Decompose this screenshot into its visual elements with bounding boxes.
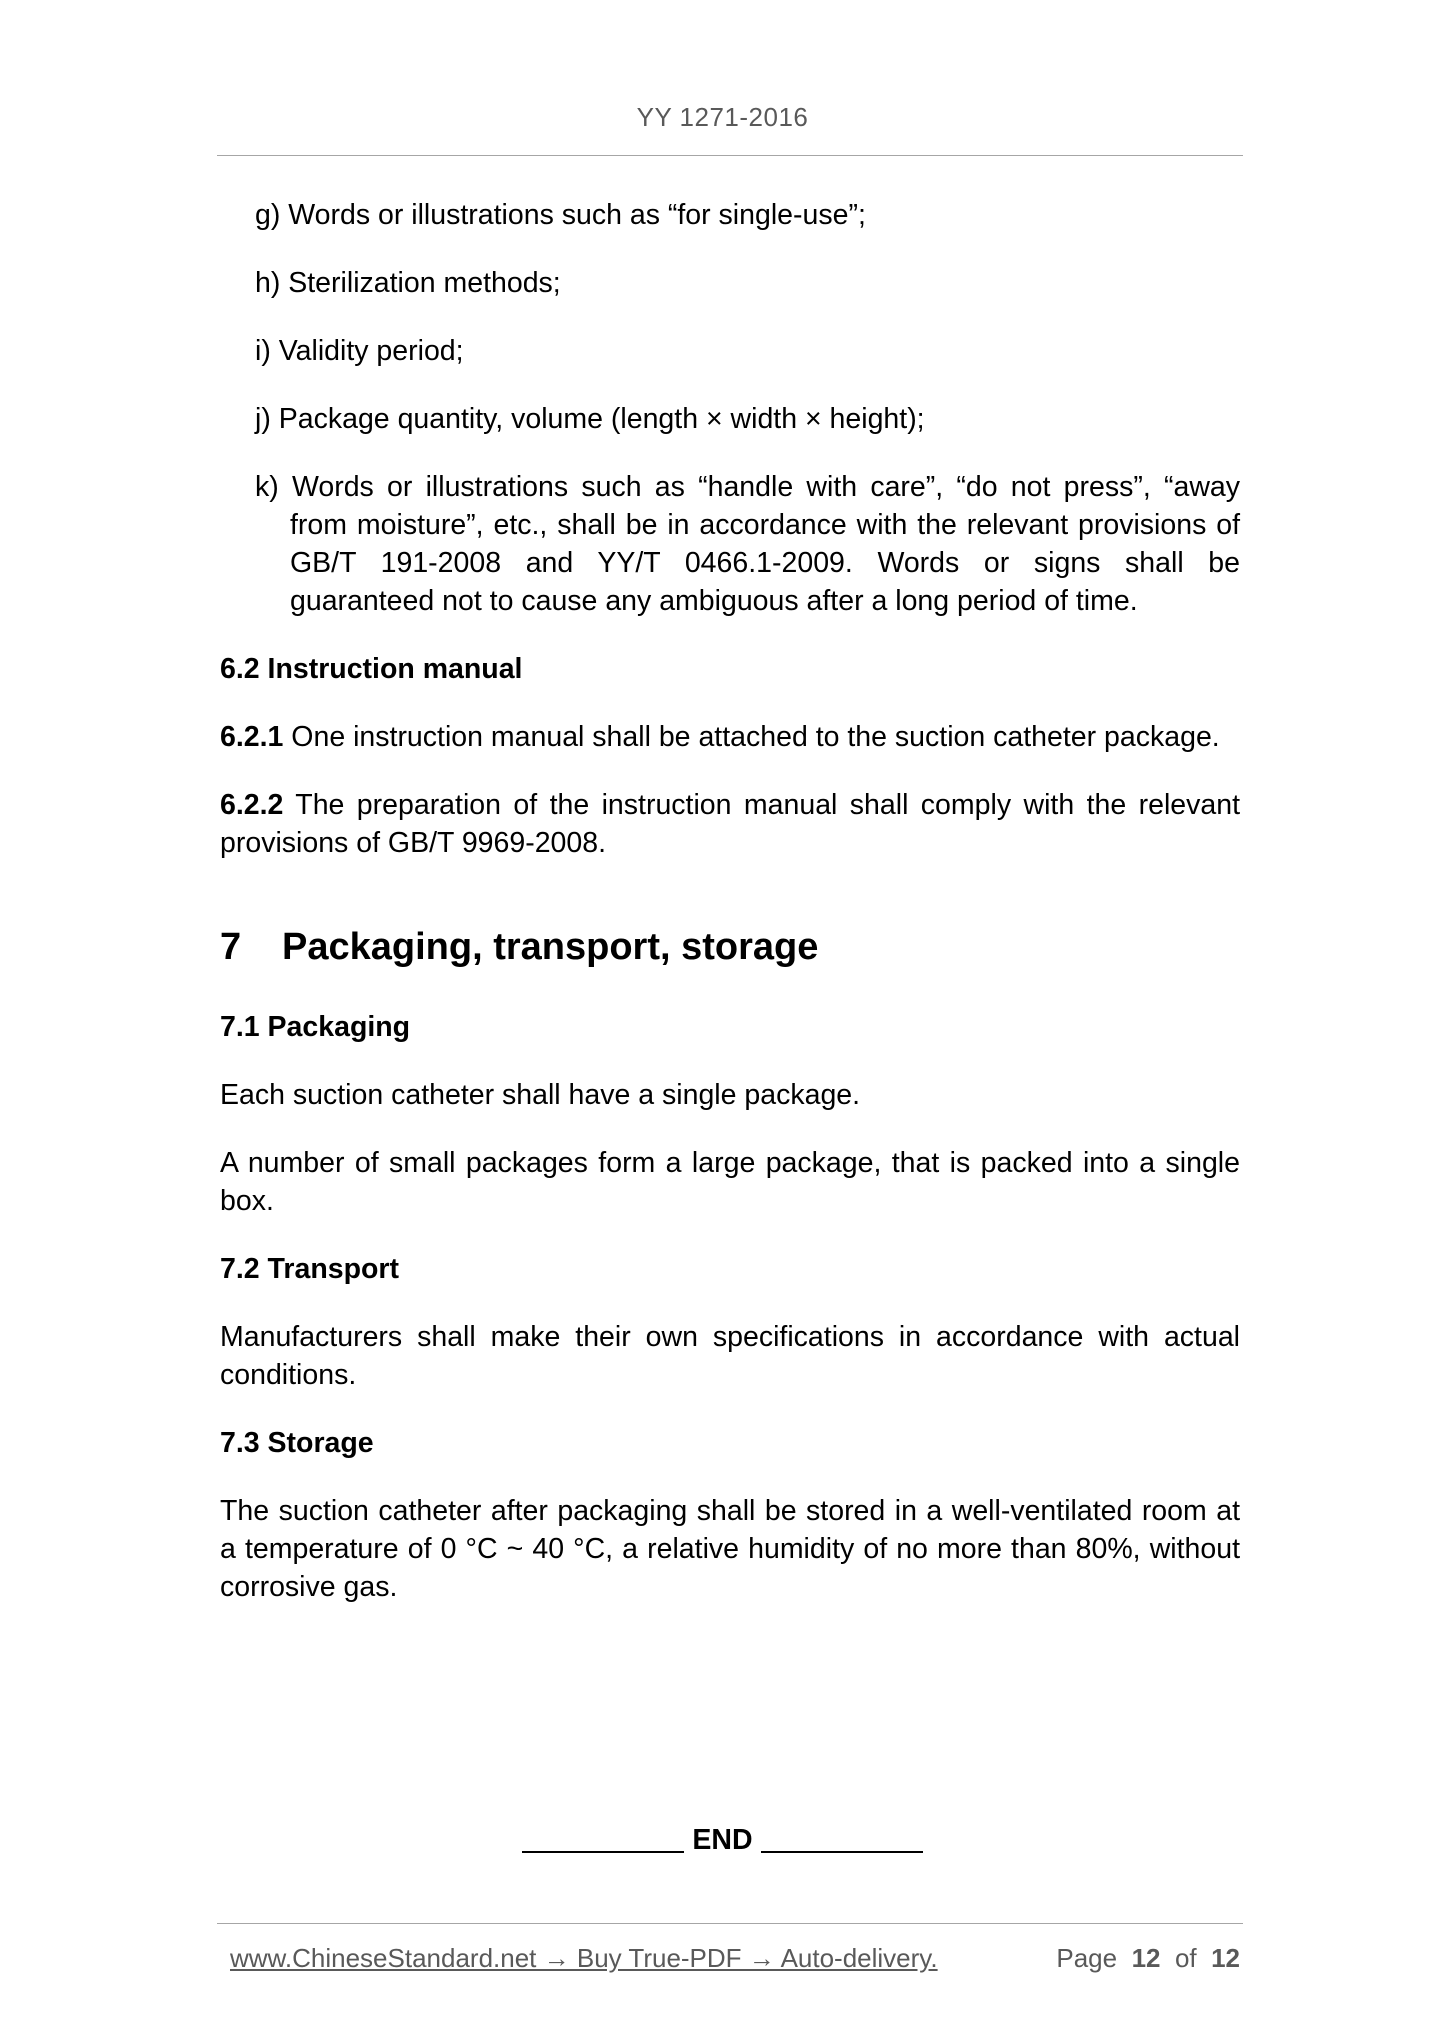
header-divider — [217, 155, 1243, 156]
page-word: Page — [1056, 1943, 1118, 1973]
end-label: END — [692, 1824, 753, 1856]
list-item-i: i) Validity period; — [255, 335, 464, 367]
section-title-text: Packaging, transport, storage — [282, 926, 819, 968]
list-item-h: h) Sterilization methods; — [255, 267, 561, 299]
clause-number: 6.2.1 — [220, 721, 284, 753]
section-7-title — [220, 922, 1240, 972]
section-number: 7 — [220, 926, 242, 968]
section-7-2-heading: 7.2 Transport — [220, 1253, 399, 1285]
list-item-k: k) Words or illustrations such as “handle with care”, “do not press”, “away from moisture”, etc., shall be in accordance with the relevant provisions of GB/T 191-2008 and YY/T 0466.1-2009. Words or signs shall be guaranteed not to cause any ambiguous after a long period of time. — [255, 471, 1240, 617]
current-page-number: 12 — [1131, 1943, 1161, 1973]
clause-text: One instruction manual shall be attached to the suction catheter package. — [283, 721, 1220, 753]
footer-store-link[interactable]: www.ChineseStandard.net → Buy True-PDF → Auto-delivery. — [230, 1943, 938, 1973]
list-item-g: g) Words or illustrations such as “for single-use”; — [255, 199, 866, 231]
page-indicator — [1056, 1943, 1240, 1974]
of-word: of — [1174, 1943, 1197, 1973]
clause-text: The preparation of the instruction manual shall comply with the relevant provisions of GB/T 9969-2008. — [220, 789, 1240, 859]
storage-paragraph: The suction catheter after packaging shall be stored in a well-ventilated room at a temperature of 0 °C ~ 40 °C, a relative humidity of no more than 80%, without corrosive gas. — [220, 1495, 1240, 1603]
list-item-j: j) Package quantity, volume (length × width × height); — [255, 403, 925, 435]
section-7-1-heading: 7.1 Packaging — [220, 1011, 411, 1043]
clause-6-2-2 — [220, 786, 1240, 862]
document-id-header: YY 1271-2016 — [636, 102, 809, 132]
footer-divider — [217, 1923, 1243, 1924]
packaging-paragraph-1: Each suction catheter shall have a single package. — [220, 1079, 861, 1111]
total-pages-number: 12 — [1211, 1943, 1240, 1973]
end-marker — [0, 1824, 1445, 1857]
section-6-2-heading: 6.2 Instruction manual — [220, 653, 523, 685]
end-rule-right — [761, 1851, 923, 1853]
page-content — [220, 196, 1240, 1636]
clause-number: 6.2.2 — [220, 789, 284, 821]
clause-6-2-1 — [220, 718, 1240, 756]
packaging-paragraph-2: A number of small packages form a large package, that is packed into a single box. — [220, 1147, 1240, 1217]
transport-paragraph: Manufacturers shall make their own specifications in accordance with actual conditions. — [220, 1321, 1240, 1391]
section-7-3-heading: 7.3 Storage — [220, 1427, 374, 1459]
end-rule-left — [522, 1851, 684, 1853]
